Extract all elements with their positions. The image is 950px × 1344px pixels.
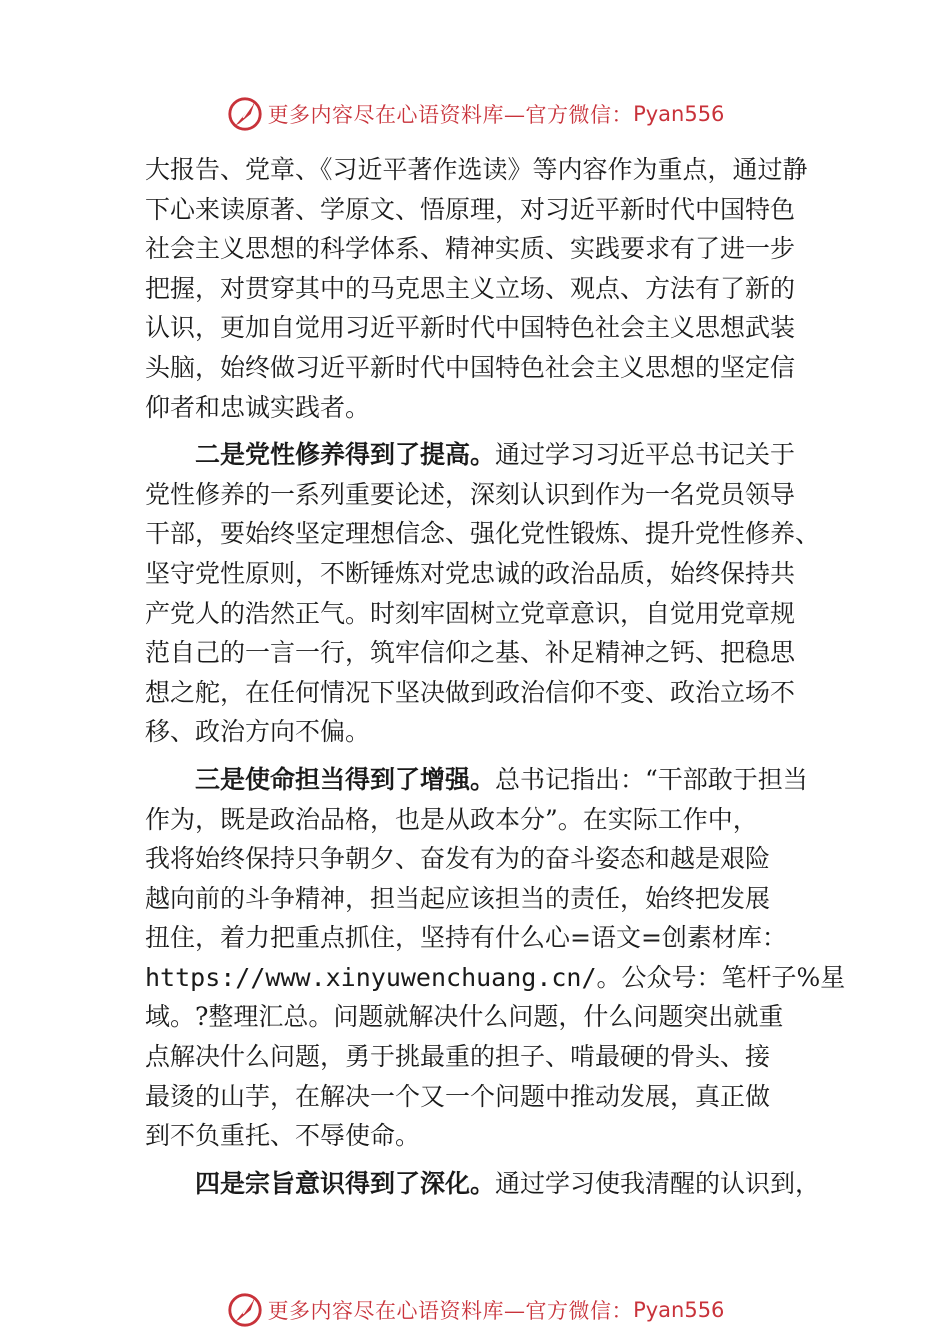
banner-wechat-id: Pyan556 <box>633 102 725 126</box>
paragraph-first-line <box>145 435 810 475</box>
paragraph-first-line <box>145 1164 821 1204</box>
footer-banner <box>0 1288 950 1332</box>
text-line: 移、政治方向不偏。 <box>145 717 371 747</box>
text-line: 干部，要始终坚定理想信念、强化党性锻炼、提升党性修养、 <box>145 519 821 549</box>
text-line: 越向前的斗争精神，担当起应该担当的责任，始终把发展 <box>145 883 771 913</box>
paragraph-first-line <box>145 760 810 800</box>
banner-text: 更多内容尽在心语资料库—官方微信： <box>267 103 634 127</box>
text-line: 我将始终保持只争朝夕、奋发有为的奋斗姿态和越是艰险 <box>145 844 771 874</box>
text-line: 产党人的浩然正气。时刻牢固树立党章意识，自觉用党章规 <box>145 598 796 628</box>
text-line: 社会主义思想的科学体系、精神实质、实践要求有了进一步 <box>145 234 796 264</box>
banner-text: 更多内容尽在心语资料库—官方微信： <box>267 1299 634 1323</box>
text-line: 下心来读原著、学原文、悟原理，对习近平新时代中国特色 <box>145 194 796 224</box>
text-line: 大报告、党章、《习近平著作选读》等内容作为重点，通过静 <box>145 155 808 184</box>
paragraph-1 <box>145 150 810 427</box>
quill-logo-icon <box>226 95 264 133</box>
text-span: 。公众号：笔杆子%星 <box>596 962 846 992</box>
paragraph-3 <box>145 760 846 1156</box>
text-line: 把握，对贯穿其中的马克思主义立场、观点、方法有了新的 <box>145 273 796 303</box>
text-line: 头脑，始终做习近平新时代中国特色社会主义思想的坚定信 <box>145 352 796 382</box>
paragraph-heading: 二是党性修养得到了提高。 <box>195 440 496 470</box>
text-line: 作为，既是政治品格，也是从政本分”。在实际工作中， <box>145 804 758 834</box>
paragraph-2 <box>145 435 821 752</box>
text-line: 点解决什么问题，勇于挑最重的担子、啃最硬的骨头、接 <box>145 1042 771 1072</box>
quill-logo-icon <box>226 1291 264 1329</box>
text-line: 域。?整理汇总。问题就解决什么问题，什么问题突出就重 <box>145 1002 784 1032</box>
text-span: 总书记指出：“干部敢于担当 <box>495 764 808 794</box>
text-line: 认识，更加自觉用习近平新时代中国特色社会主义思想武装 <box>145 313 796 343</box>
text-line: 扭住，着力把重点抓住，坚持有什么心=语文=创素材库： <box>145 923 787 953</box>
text-span: 通过学习习近平总书记关于 <box>495 440 796 470</box>
paragraph-heading: 四是宗旨意识得到了深化。 <box>195 1168 496 1198</box>
text-line: 想之舵，在任何情况下坚决做到政治信仰不变、政治立场不 <box>145 677 796 707</box>
text-line: 坚守党性原则，不断锤炼对党忠诚的政治品质，始终保持共 <box>145 558 796 588</box>
banner-wechat-id: Pyan556 <box>633 1298 725 1322</box>
paragraph-heading: 三是使命担当得到了增强。 <box>195 764 496 794</box>
text-line: 到不负重托、不辱使命。 <box>145 1121 421 1151</box>
text-line: 仰者和忠诚实践者。 <box>145 392 371 422</box>
paragraph-4 <box>145 1164 821 1204</box>
text-line: 最烫的山芋，在解决一个又一个问题中推动发展，真正做 <box>145 1081 771 1111</box>
text-span: 通过学习使我清醒的认识到， <box>495 1168 821 1198</box>
website-url: https://www.xinyuwenchuang.cn/ <box>145 962 597 992</box>
text-line: 范自己的一言一行，筑牢信仰之基、补足精神之钙、把稳思 <box>145 638 796 668</box>
header-banner <box>0 92 950 136</box>
document-body <box>145 150 846 1203</box>
text-line: 党性修养的一系列重要论述，深刻认识到作为一名党员领导 <box>145 479 796 509</box>
url-line <box>145 958 846 998</box>
